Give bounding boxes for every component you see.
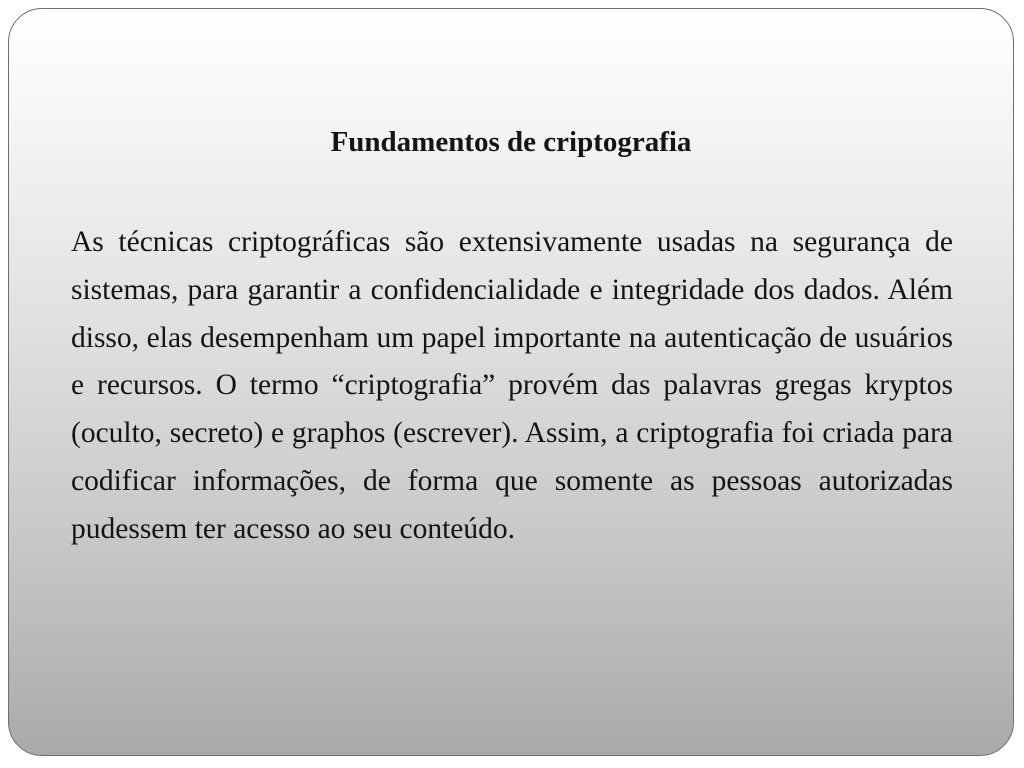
slide: [8, 8, 1014, 756]
slide-title: Fundamentos de criptografia: [330, 126, 692, 158]
slide-body-text: As técnicas criptográficas são extensivamente usadas na segurança de sistemas, para garantir a confidencialidade e integridade dos dados. Além disso, elas desempenham um papel importante na autenticação de usuários e recursos. O termo “criptografia” provém das palavras gregas kryptos (oculto, secreto) e graphos (escrever). Assim, a criptografia foi criada para codificar informações, de forma que somente as pessoas autorizadas pudessem ter acesso ao seu conteúdo.: [71, 226, 953, 545]
